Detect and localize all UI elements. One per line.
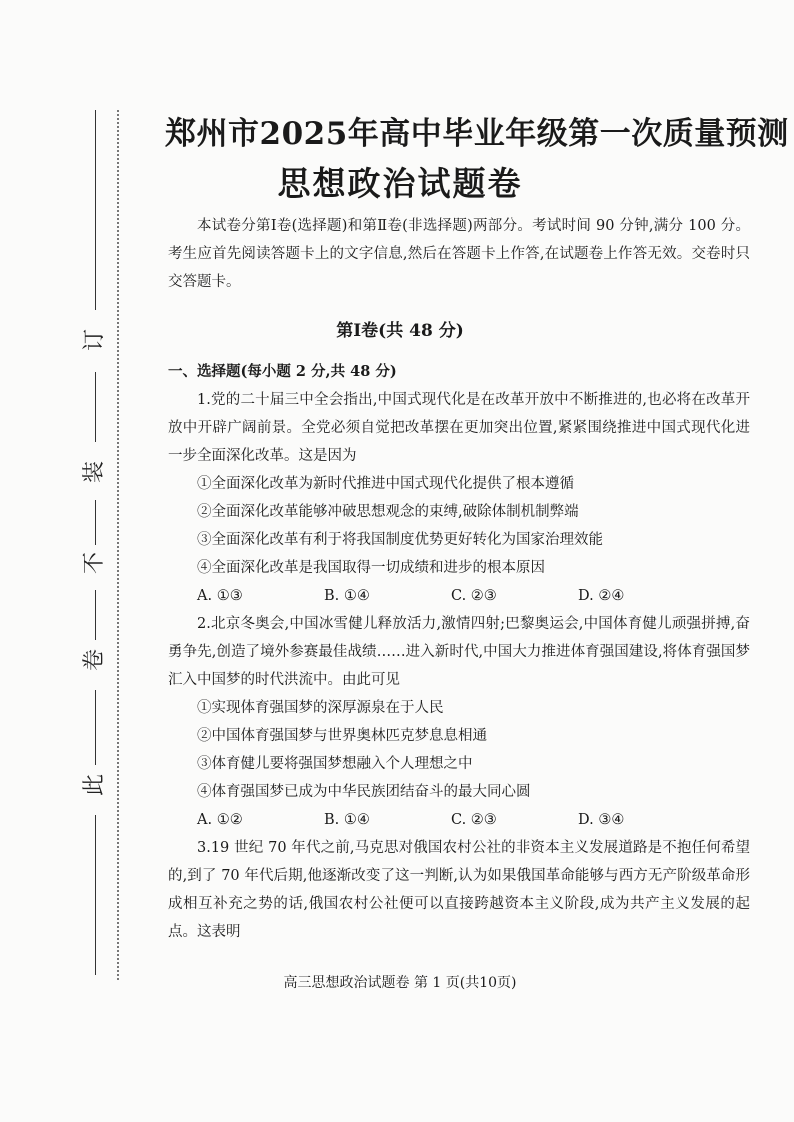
answer-choice-d: D. ②④: [578, 588, 625, 604]
answer-choices: [168, 806, 750, 834]
part-title: 一、选择题(每小题 2 分,共 48 分): [168, 363, 397, 380]
question-3: [168, 834, 750, 946]
question-option: ①全面深化改革为新时代推进中国式现代化提供了根本遵循: [197, 476, 574, 492]
question-list: [168, 386, 750, 946]
binding-char: 卷: [82, 649, 107, 672]
answer-choice-a: A. ①③: [197, 588, 243, 604]
answer-choice-c: C. ②③: [451, 588, 497, 604]
binding-dotted-line: [117, 110, 119, 980]
exam-instructions: 本试卷分第Ⅰ卷(选择题)和第Ⅱ卷(非选择题)两部分。考试时间 90 分钟,满分 100 分。考生应首先阅读答题卡上的文字信息,然后在答题卡上作答,在试题卷上作答无效。交卷时只交答题卡。: [168, 218, 750, 290]
binding-char: 此: [82, 774, 107, 797]
answer-choice-b: B. ①④: [324, 588, 370, 604]
question-option: ③体育健儿要将强国梦想融入个人理想之中: [197, 756, 473, 772]
question-option: ①实现体育强国梦的深厚源泉在于人民: [197, 700, 444, 716]
binding-margin: [0, 0, 120, 1122]
binding-char: 订: [82, 329, 107, 352]
exam-title: 郑州市2025年高中毕业年级第一次质量预测: [165, 116, 789, 152]
question-1: [168, 386, 750, 610]
question-option: ④全面深化改革是我国取得一切成绩和进步的根本原因: [197, 560, 545, 576]
question-2: [168, 610, 750, 834]
question-option: ④体育强国梦已成为中华民族团结奋斗的最大同心圆: [197, 784, 531, 800]
binding-char: 不: [82, 552, 107, 575]
binding-line: [95, 690, 96, 765]
binding-line: [95, 815, 96, 975]
answer-choice-b: B. ①④: [324, 812, 370, 828]
section-title: 第Ⅰ卷(共 48 分): [336, 321, 464, 341]
answer-choices: [168, 582, 750, 610]
binding-char: 装: [82, 461, 107, 484]
exam-subtitle: 思想政治试题卷: [277, 164, 523, 203]
question-option: ②全面深化改革能够冲破思想观念的束缚,破除体制机制弊端: [197, 504, 579, 520]
question-option: ②中国体育强国梦与世界奥林匹克梦息息相通: [197, 728, 487, 744]
binding-line: [95, 372, 96, 442]
answer-choice-c: C. ②③: [451, 812, 497, 828]
page-footer: 高三思想政治试题卷 第 1 页(共10页): [283, 975, 517, 991]
question-stem: 3.19 世纪 70 年代之前,马克思对俄国农村公社的非资本主义发展道路是不抱任何希望的,到了 70 年代后期,他逐渐改变了这一判断,认为如果俄国革命能够与西方无产阶级革命形成相互补充之势的话,俄国农村公社便可以直接跨越资本主义阶段,成为共产主义发展的起点。这表明: [168, 840, 750, 940]
question-stem: 2.北京冬奥会,中国冰雪健儿释放活力,激情四射;巴黎奥运会,中国体育健儿顽强拼搏,奋勇争先,创造了境外参赛最佳战绩……进入新时代,中国大力推进体育强国建设,将体育强国梦汇入中国梦的时代洪流中。由此可见: [168, 616, 750, 688]
question-option: ③全面深化改革有利于将我国制度优势更好转化为国家治理效能: [197, 532, 603, 548]
answer-choice-d: D. ③④: [578, 812, 625, 828]
binding-line: [95, 110, 96, 310]
binding-line: [95, 590, 96, 640]
question-stem: 1.党的二十届三中全会指出,中国式现代化是在改革开放中不断推进的,也必将在改革开放中开辟广阔前景。全党必须自觉把改革摆在更加突出位置,紧紧围绕推进中国式现代化进一步全面深化改革。这是因为: [168, 392, 750, 464]
binding-line: [95, 500, 96, 545]
answer-choice-a: A. ①②: [197, 812, 243, 828]
